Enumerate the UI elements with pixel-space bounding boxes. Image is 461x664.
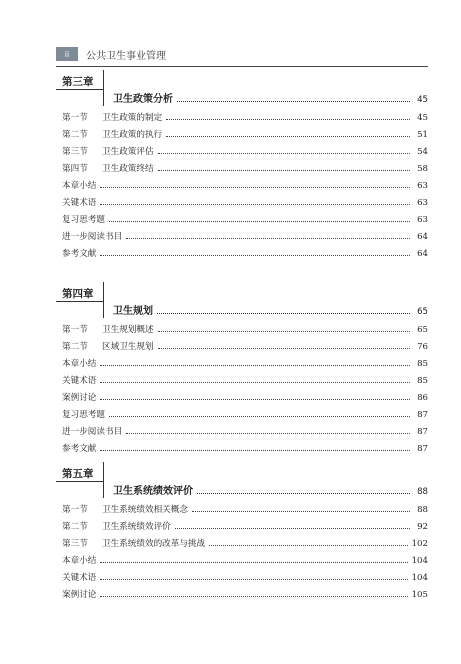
entry-title: 卫生政策终结 [102,164,154,174]
toc-entry[interactable] [56,549,428,566]
page-number: 65 [417,307,428,317]
chapter-label: 第五章 [62,468,94,480]
toc-entry[interactable] [56,566,428,583]
entry-title: 关键术语 [62,198,97,208]
toc-entry[interactable] [56,403,428,420]
page-number: 85 [417,376,428,386]
entry-title: 关键术语 [62,376,97,386]
chapter-title-link[interactable] [113,481,428,497]
entry-title: 进一步阅读书目 [62,427,123,437]
section-number: 第一节 [62,325,88,335]
book-title: 公共卫生事业管理 [86,50,166,62]
dot-leader [100,187,410,188]
chapter-heading [56,70,428,106]
toc-entry[interactable] [56,498,428,515]
page-number: 92 [417,522,428,532]
entry-title: 本章小结 [62,359,97,369]
dot-leader [126,433,410,434]
chapter-divider [103,462,104,498]
page-number-badge: ii [56,47,78,61]
running-header [56,44,426,64]
chapter-section [56,70,428,259]
page-number: 63 [417,215,428,225]
toc-entry[interactable] [56,225,428,242]
dot-leader [197,493,410,494]
chapter-section [56,462,428,600]
dot-leader [158,153,410,154]
toc-entry[interactable] [56,369,428,386]
toc-entry[interactable] [56,437,428,454]
chapter-title-link[interactable] [113,89,428,105]
section-number: 第二节 [62,130,88,140]
dot-leader [166,136,410,137]
dot-leader [157,313,410,314]
toc-entry[interactable] [56,106,428,123]
toc-entry[interactable] [56,208,428,225]
section-number: 第三节 [62,147,88,157]
page-number: 65 [417,325,428,335]
entry-title: 关键术语 [62,573,97,583]
toc-entry[interactable] [56,242,428,259]
entry-title: 复习思考题 [62,410,105,420]
page-number: 88 [417,505,428,515]
dot-leader [100,399,410,400]
dot-leader [209,545,407,546]
page-number: 45 [417,113,428,123]
chapter-underline [56,301,104,302]
dot-leader [109,416,410,417]
page-number: 64 [417,232,428,242]
chapter-heading [56,282,428,318]
page-number: 87 [417,427,428,437]
dot-leader [158,331,410,332]
page-number: 64 [417,249,428,259]
entry-title: 参考文献 [62,249,97,259]
dot-leader [100,596,407,597]
dot-leader [158,348,410,349]
chapter-title: 卫生系统绩效评价 [113,486,193,497]
dot-leader [158,170,410,171]
entry-title: 本章小结 [62,556,97,566]
chapter-title: 卫生政策分析 [113,94,173,105]
page-number: 63 [417,198,428,208]
section-number: 第二节 [62,522,88,532]
chapter-heading [56,462,428,498]
dot-leader [175,528,410,529]
page-number: 85 [417,359,428,369]
chapter-underline [56,481,104,482]
chapter-title: 卫生规划 [113,306,153,317]
toc-entry[interactable] [56,157,428,174]
page-number: 63 [417,181,428,191]
page-number: 88 [417,487,428,497]
dot-leader [100,562,407,563]
page-number: 104 [411,573,428,583]
toc-entry[interactable] [56,352,428,369]
page-number: 51 [417,130,428,140]
header-rule [56,66,428,67]
toc-entry[interactable] [56,318,428,335]
page-number: 54 [417,147,428,157]
chapter-title-link[interactable] [113,301,428,317]
entry-title: 复习思考题 [62,215,105,225]
entry-title: 案例讨论 [62,393,97,403]
page-number: 104 [411,556,428,566]
toc-entry[interactable] [56,515,428,532]
chapter-label: 第四章 [62,288,94,300]
page-number: 87 [417,410,428,420]
page-number: 86 [417,393,428,403]
entry-title: 进一步阅读书目 [62,232,123,242]
toc-entry[interactable] [56,140,428,157]
toc-entry[interactable] [56,123,428,140]
entry-title: 卫生政策的执行 [102,130,163,140]
dot-leader [166,119,410,120]
dot-leader [109,221,410,222]
chapter-divider [103,70,104,106]
page-number: 87 [417,444,428,454]
toc-entry[interactable] [56,583,428,600]
toc-entry[interactable] [56,174,428,191]
entry-title: 卫生政策评估 [102,147,154,157]
section-number: 第二节 [62,342,88,352]
dot-leader [100,382,410,383]
chapter-underline [56,89,104,90]
chapter-label: 第三章 [62,76,94,88]
entry-title: 区域卫生规划 [102,342,154,352]
dot-leader [100,204,410,205]
entry-title: 卫生系统绩效的改革与挑战 [102,539,206,549]
section-number: 第三节 [62,539,88,549]
dot-leader [177,101,410,102]
section-number: 第四节 [62,164,88,174]
section-number: 第一节 [62,113,88,123]
dot-leader [100,579,407,580]
page-number: 58 [417,164,428,174]
entry-title: 本章小结 [62,181,97,191]
entry-title: 卫生规划概述 [102,325,154,335]
dot-leader [100,450,410,451]
entry-title: 卫生系统绩效评价 [102,522,171,532]
section-number: 第一节 [62,505,88,515]
page-number: 102 [411,539,428,549]
entry-title: 卫生政策的制定 [102,113,163,123]
chapter-divider [103,282,104,318]
dot-leader [100,365,410,366]
page-number: 76 [417,342,428,352]
chapter-section [56,282,428,454]
toc-entry[interactable] [56,420,428,437]
dot-leader [100,255,410,256]
page-number: 105 [411,590,428,600]
toc-entry[interactable] [56,386,428,403]
toc-entry[interactable] [56,191,428,208]
entry-title: 参考文献 [62,444,97,454]
dot-leader [126,238,410,239]
dot-leader [192,511,410,512]
entry-title: 案例讨论 [62,590,97,600]
page-number: 45 [417,95,428,105]
entry-title: 卫生系统绩效相关概念 [102,505,188,515]
toc-entry[interactable] [56,532,428,549]
toc-entry[interactable] [56,335,428,352]
